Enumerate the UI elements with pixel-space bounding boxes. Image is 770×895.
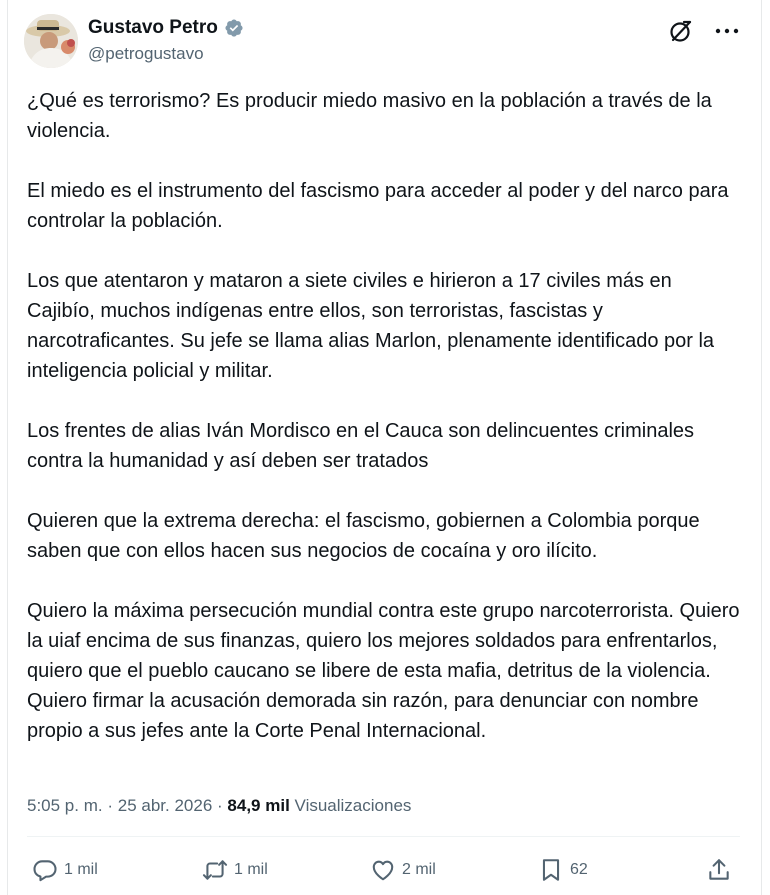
avatar[interactable]	[24, 14, 78, 68]
tweet-date[interactable]: 25 abr. 2026	[117, 796, 213, 815]
bookmark-icon	[538, 857, 564, 883]
tweet-paragraph: Los que atentaron y mataron a siete civiles e hirieron a 17 civiles más en Cajibío, muchos indígenas entre ellos, son terroristas, fascistas y narcotraficantes. Su jefe se llama alias Marlon, plenamente identificado por la inteligencia policial y militar.	[27, 270, 715, 382]
bookmark-button[interactable]	[538, 852, 588, 888]
tweet-paragraph: Quieren que la extrema derecha: el fascismo, gobiernen a Colombia porque saben que con ellos hacen sus negocios de cocaína y oro ilícito.	[27, 510, 700, 562]
tweet-paragraph: ¿Qué es terrorismo? Es producir miedo masivo en la población a través de la violencia.	[27, 90, 712, 142]
share-button[interactable]	[706, 852, 738, 888]
divider	[27, 836, 740, 837]
verified-badge-icon	[224, 18, 244, 38]
reply-button[interactable]	[32, 852, 98, 888]
retweet-count: 1 mil	[234, 861, 268, 878]
retweet-button[interactable]	[202, 852, 268, 888]
frame-border-left	[7, 0, 8, 895]
frame-border-right	[761, 0, 762, 895]
views-label: Visualizaciones	[294, 796, 412, 815]
meta-separator: ·	[107, 796, 114, 815]
author-names	[88, 16, 244, 66]
heart-icon	[370, 857, 396, 883]
author-handle[interactable]: @petrogustavo	[88, 44, 204, 63]
author-display-name[interactable]: Gustavo Petro	[88, 17, 218, 38]
tweet-paragraph: Quiero la máxima persecución mundial contra este grupo narcoterrorista. Quiero la uiaf encima de sus finanzas, quiero los mejores soldados para enfrentarlos, quiero que el pueblo caucano se libere de esta mafia, detritus de la violencia. Quiero firmar la acusación demorada sin razón, para denunciar con nombre propio a sus jefes ante la Corte Penal Internacional.	[27, 600, 740, 742]
avatar-image	[24, 14, 78, 68]
tweet-paragraph: Los frentes de alias Iván Mordisco en el Cauca son delincuentes criminales contra la humanidad y así deben ser tratados	[27, 420, 695, 472]
tweet-metadata	[27, 794, 411, 818]
views-count: 84,9 mil	[227, 796, 290, 815]
reply-count: 1 mil	[64, 861, 98, 878]
retweet-icon	[202, 857, 228, 883]
reply-icon	[32, 857, 58, 883]
tweet-text	[27, 86, 742, 746]
meta-separator: ·	[217, 796, 223, 815]
tweet-header	[24, 12, 740, 68]
share-icon	[706, 857, 732, 883]
tweet-paragraph: El miedo es el instrumento del fascismo para acceder al poder y del narco para controlar la población.	[27, 180, 729, 232]
bookmark-count: 62	[570, 861, 588, 878]
more-icon[interactable]	[714, 20, 740, 42]
grok-icon[interactable]	[668, 18, 694, 44]
like-button[interactable]	[370, 852, 436, 888]
tweet-time[interactable]: 5:05 p. m.	[27, 796, 103, 815]
like-count: 2 mil	[402, 861, 436, 878]
tweet-actions	[32, 852, 738, 888]
